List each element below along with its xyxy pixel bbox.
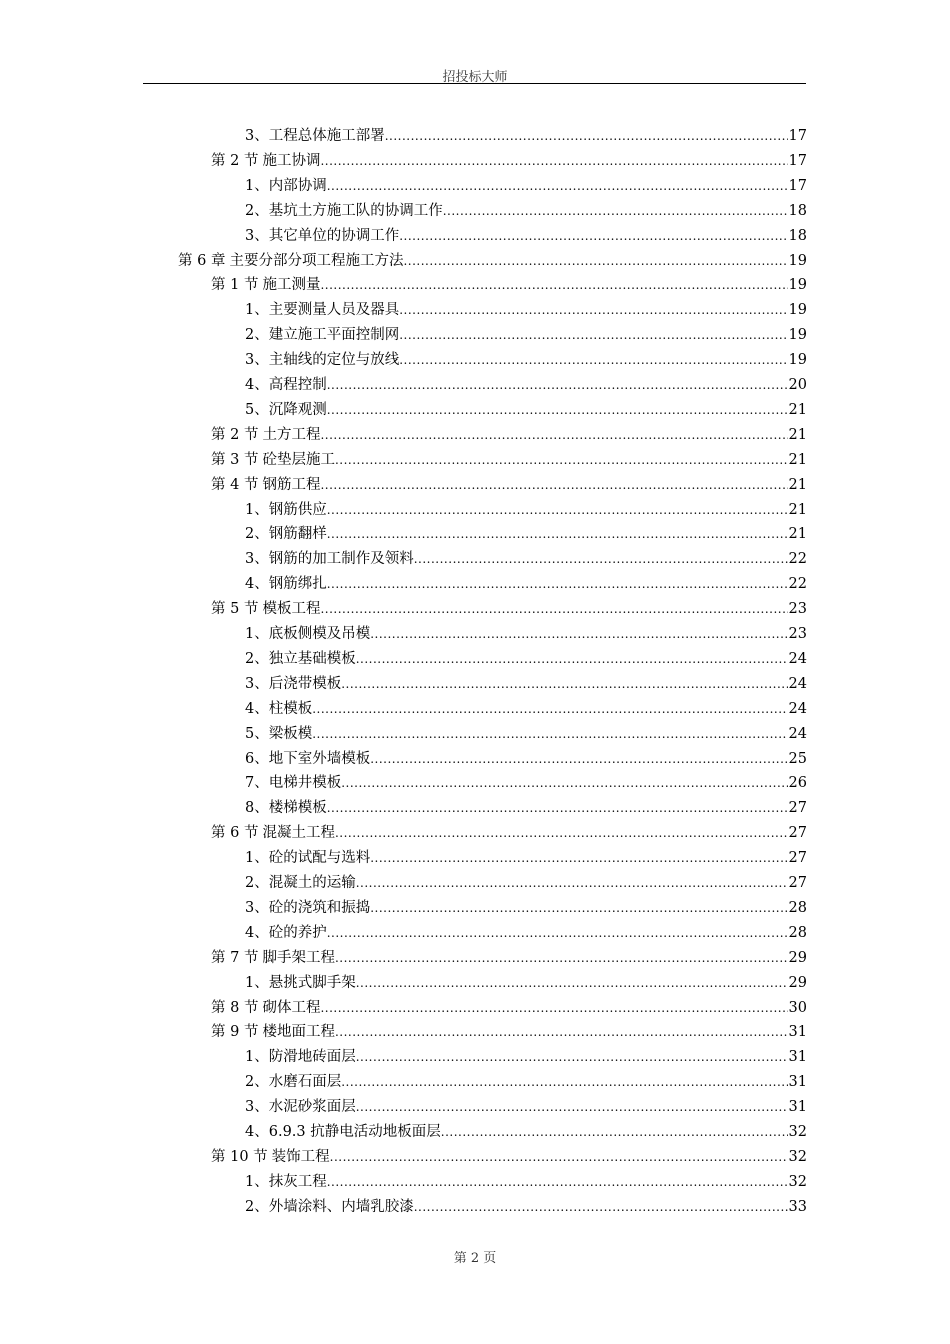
toc-dot-leader [414, 1195, 788, 1219]
toc-entry-page: 31 [788, 1024, 807, 1041]
toc-entry-number: 第 6 章 [178, 252, 226, 269]
toc-dot-leader [356, 647, 788, 671]
toc-entry-page: 22 [788, 551, 807, 568]
toc-entry-number: 5、 [245, 401, 269, 418]
toc-entry-page: 19 [788, 327, 807, 344]
toc-dot-leader [312, 722, 787, 746]
toc-dot-leader [335, 821, 788, 845]
toc-entry-title: 梁板模 [268, 725, 313, 742]
toc-entry-page: 19 [788, 277, 807, 294]
toc-entry-title: 钢筋供应 [268, 501, 327, 518]
toc-entry-number: 6、 [245, 750, 269, 767]
toc-dot-leader [370, 747, 787, 771]
toc-entry-number: 2、 [245, 1074, 269, 1091]
toc-dot-leader [327, 522, 788, 546]
toc-entry-title: 悬挑式脚手架 [268, 974, 356, 991]
page-footer-number: 第 2 页 [453, 1251, 497, 1266]
toc-entry-number: 2、 [245, 1198, 269, 1215]
toc-entry-title: 楼梯模板 [268, 800, 327, 817]
toc-entry[interactable] [245, 298, 807, 322]
toc-entry-page: 21 [788, 526, 807, 543]
toc-dot-leader [414, 547, 788, 571]
toc-entry-number: 第 4 节 [211, 476, 259, 493]
toc-entry-title: 防滑地砖面层 [268, 1049, 356, 1066]
toc-entry-title: 柱模板 [268, 700, 313, 717]
toc-entry-title: 主要测量人员及器具 [268, 302, 400, 319]
toc-entry-page: 32 [788, 1148, 807, 1165]
toc-entry-title: 电梯井模板 [268, 775, 342, 792]
toc-entry[interactable] [245, 1195, 807, 1219]
toc-entry[interactable] [245, 547, 807, 571]
toc-dot-leader [356, 971, 788, 995]
toc-entry-page: 20 [788, 377, 807, 393]
toc-dot-leader [370, 846, 787, 870]
toc-entry-number: 3、 [245, 352, 269, 369]
toc-entry-number: 3、 [245, 227, 269, 244]
toc-entry[interactable] [245, 398, 807, 422]
toc-entry[interactable] [245, 124, 807, 148]
toc-entry-page: 22 [788, 576, 807, 593]
toc-dot-leader [443, 199, 788, 223]
toc-entry[interactable] [211, 946, 807, 970]
toc-entry-title: 钢筋绑扎 [268, 576, 327, 593]
toc-entry-page: 31 [788, 1074, 807, 1091]
toc-entry-page: 32 [788, 1173, 807, 1190]
toc-entry-title: 脚手架工程 [262, 949, 335, 966]
toc-entry[interactable] [245, 672, 807, 696]
toc-dot-leader [320, 473, 787, 497]
toc-dot-leader [320, 423, 787, 447]
toc-entry-page: 27 [788, 825, 807, 842]
toc-entry-title: 其它单位的协调工作 [268, 227, 400, 244]
toc-entry-title: 模板工程 [262, 601, 321, 618]
toc-dot-leader [399, 323, 787, 347]
toc-entry-number: 第 2 节 [211, 426, 259, 443]
toc-entry[interactable] [245, 1045, 807, 1069]
toc-entry-title: 楼地面工程 [262, 1024, 335, 1041]
toc-entry-page: 17 [788, 152, 807, 169]
toc-entry-title: 混凝土的运输 [268, 875, 356, 891]
toc-dot-leader [320, 149, 787, 173]
toc-entry-page: 33 [788, 1198, 807, 1215]
toc-entry[interactable] [245, 348, 807, 372]
toc-entry-number: 第 6 节 [211, 825, 259, 842]
toc-entry-number: 1、 [245, 974, 269, 991]
toc-entry[interactable] [245, 373, 807, 397]
toc-entry[interactable] [245, 498, 807, 522]
toc-dot-leader [399, 298, 787, 322]
toc-entry-page: 31 [788, 1099, 807, 1116]
toc-dot-leader [341, 771, 787, 795]
toc-dot-leader [327, 398, 788, 422]
toc-entry-page: 29 [788, 974, 807, 991]
toc-entry-page: 21 [788, 451, 807, 468]
toc-entry-title: 砼的浇筑和振捣 [268, 899, 371, 916]
toc-entry[interactable] [211, 273, 807, 297]
toc-entry-page: 32 [788, 1124, 807, 1140]
toc-entry-page: 24 [788, 725, 807, 742]
toc-entry[interactable] [211, 597, 807, 621]
toc-entry-page: 17 [788, 177, 807, 194]
toc-entry-title: 独立基础模板 [268, 650, 356, 667]
toc-entry-title: 沉降观测 [268, 401, 327, 418]
toc-entry-number: 第 1 节 [211, 277, 259, 294]
toc-entry-number: 2、 [245, 526, 269, 543]
toc-entry-number: 3、 [245, 128, 269, 144]
toc-entry-title: 6.9.3 抗静电活动地板面层 [268, 1124, 441, 1140]
toc-entry-title: 土方工程 [262, 426, 321, 443]
toc-dot-leader [327, 498, 788, 522]
toc-entry[interactable] [245, 846, 807, 870]
toc-entry-page: 21 [788, 476, 807, 493]
toc-entry-number: 2、 [245, 875, 269, 891]
toc-entry[interactable] [245, 871, 807, 895]
toc-dot-leader [335, 448, 788, 472]
toc-entry-number: 4、 [245, 1124, 269, 1140]
toc-entry-title: 水泥砂浆面层 [268, 1099, 356, 1116]
toc-entry[interactable] [245, 697, 807, 721]
toc-entry[interactable] [211, 996, 807, 1020]
toc-entry[interactable] [245, 722, 807, 746]
toc-dot-leader [403, 249, 787, 273]
toc-dot-leader [312, 697, 787, 721]
toc-entry-number: 4、 [245, 924, 269, 941]
toc-dot-leader [385, 124, 788, 148]
toc-entry[interactable] [245, 1070, 807, 1094]
toc-dot-leader [399, 224, 787, 248]
toc-entry-title: 钢筋翻样 [268, 526, 327, 543]
toc-entry-title: 钢筋工程 [262, 476, 321, 493]
toc-dot-leader [370, 622, 787, 646]
toc-entry-title: 装饰工程 [271, 1148, 330, 1165]
toc-entry[interactable] [245, 1120, 807, 1144]
toc-entry-title: 施工协调 [262, 152, 321, 169]
toc-entry-page: 31 [788, 1049, 807, 1066]
toc-entry-page: 18 [788, 227, 807, 244]
toc-entry-number: 8、 [245, 800, 269, 817]
toc-entry[interactable] [245, 1095, 807, 1119]
toc-entry-number: 3、 [245, 1099, 269, 1116]
toc-entry[interactable] [245, 971, 807, 995]
toc-entry-number: 2、 [245, 327, 269, 344]
toc-entry-number: 1、 [245, 1173, 269, 1190]
toc-dot-leader [370, 896, 787, 920]
toc-entry-page: 24 [788, 700, 807, 717]
toc-dot-leader [327, 921, 788, 945]
toc-entry-title: 建立施工平面控制网 [268, 327, 400, 344]
toc-entry-title: 施工测量 [262, 277, 321, 294]
toc-entry-number: 3、 [245, 675, 269, 692]
toc-entry-page: 28 [788, 899, 807, 916]
toc-dot-leader [341, 672, 787, 696]
toc-entry-number: 3、 [245, 551, 269, 568]
toc-entry-title: 基坑土方施工队的协调工作 [268, 202, 443, 219]
toc-dot-leader [327, 373, 788, 397]
toc-entry-page: 27 [788, 875, 807, 891]
toc-entry[interactable] [211, 448, 807, 472]
header-divider [143, 83, 806, 84]
toc-entry[interactable] [178, 249, 807, 273]
toc-entry-number: 1、 [245, 626, 269, 642]
toc-entry-number: 4、 [245, 377, 269, 393]
toc-entry-page: 29 [788, 949, 807, 966]
toc-dot-leader [320, 996, 787, 1020]
toc-dot-leader [327, 1170, 788, 1194]
toc-entry[interactable] [245, 572, 807, 596]
toc-entry[interactable] [211, 149, 807, 173]
toc-entry-title: 砼垫层施工 [262, 451, 335, 468]
toc-entry[interactable] [245, 771, 807, 795]
toc-entry-title: 地下室外墙模板 [268, 750, 371, 767]
toc-entry-title: 内部协调 [268, 177, 327, 194]
toc-entry-title: 混凝土工程 [262, 825, 335, 842]
toc-entry-title: 砼的试配与选料 [268, 850, 371, 867]
toc-entry-number: 1、 [245, 177, 269, 194]
toc-dot-leader [399, 348, 787, 372]
toc-entry-number: 2、 [245, 202, 269, 219]
toc-entry-number: 第 10 节 [211, 1148, 268, 1165]
toc-dot-leader [356, 1095, 788, 1119]
toc-entry[interactable] [245, 224, 807, 248]
toc-entry[interactable] [245, 796, 807, 820]
toc-entry-number: 1、 [245, 302, 269, 319]
toc-entry[interactable] [245, 1170, 807, 1194]
toc-entry-title: 主要分部分项工程施工方法 [229, 252, 404, 269]
toc-entry-title: 工程总体施工部署 [268, 128, 385, 144]
toc-entry[interactable] [211, 423, 807, 447]
toc-dot-leader [330, 1145, 788, 1169]
toc-entry[interactable] [211, 473, 807, 497]
toc-entry-number: 第 7 节 [211, 949, 259, 966]
toc-dot-leader [441, 1120, 788, 1144]
toc-entry-page: 27 [788, 800, 807, 817]
toc-entry-title: 抹灰工程 [268, 1173, 327, 1190]
toc-entry[interactable] [245, 747, 807, 771]
toc-entry-number: 第 2 节 [211, 152, 259, 169]
toc-entry[interactable] [211, 1145, 807, 1169]
toc-entry-number: 2、 [245, 650, 269, 667]
toc-dot-leader [341, 1070, 787, 1094]
toc-dot-leader [335, 946, 788, 970]
toc-entry-page: 23 [788, 626, 807, 642]
toc-entry[interactable] [245, 647, 807, 671]
toc-dot-leader [356, 1045, 788, 1069]
toc-entry-page: 19 [788, 302, 807, 319]
toc-entry-number: 1、 [245, 1049, 269, 1066]
page-header-title: 招投标大师 [442, 70, 508, 85]
toc-entry-number: 1、 [245, 501, 269, 518]
toc-entry-number: 7、 [245, 775, 269, 792]
toc-dot-leader [327, 174, 788, 198]
toc-entry-page: 17 [788, 128, 807, 144]
toc-dot-leader [335, 1020, 788, 1044]
toc-entry-title: 主轴线的定位与放线 [268, 352, 400, 369]
toc-entry-page: 19 [788, 352, 807, 369]
toc-entry-page: 19 [788, 252, 807, 269]
toc-dot-leader [356, 871, 788, 895]
toc-entry-number: 3、 [245, 899, 269, 916]
toc-entry-title: 外墙涂料、内墙乳胶漆 [268, 1198, 414, 1215]
toc-entry-page: 28 [788, 924, 807, 941]
toc-entry-number: 第 5 节 [211, 601, 259, 618]
toc-dot-leader [320, 273, 787, 297]
toc-entry-page: 23 [788, 601, 807, 618]
toc-entry-number: 4、 [245, 576, 269, 593]
toc-entry-page: 25 [788, 750, 807, 767]
toc-entry-number: 第 9 节 [211, 1024, 259, 1041]
toc-entry-title: 钢筋的加工制作及领料 [268, 551, 414, 568]
toc-dot-leader [327, 796, 788, 820]
toc-entry-page: 18 [788, 202, 807, 219]
toc-entry[interactable] [211, 821, 807, 845]
toc-entry[interactable] [245, 921, 807, 945]
toc-entry[interactable] [245, 174, 807, 198]
toc-entry[interactable] [245, 323, 807, 347]
toc-entry[interactable] [245, 622, 807, 646]
toc-entry[interactable] [245, 522, 807, 546]
toc-entry-page: 24 [788, 675, 807, 692]
toc-entry-page: 21 [788, 501, 807, 518]
toc-dot-leader [327, 572, 788, 596]
toc-entry-title: 砼的养护 [268, 924, 327, 941]
toc-entry-page: 26 [788, 775, 807, 792]
toc-entry-page: 21 [788, 426, 807, 443]
toc-entry-number: 第 3 节 [211, 451, 259, 468]
toc-entry-number: 第 8 节 [211, 999, 259, 1016]
toc-entry-title: 砌体工程 [262, 999, 321, 1016]
toc-entry-number: 1、 [245, 850, 269, 867]
toc-entry[interactable] [211, 1020, 807, 1044]
toc-entry-page: 21 [788, 401, 807, 418]
toc-entry-page: 24 [788, 650, 807, 667]
toc-entry-page: 27 [788, 850, 807, 867]
toc-entry-number: 4、 [245, 700, 269, 717]
toc-entry-page: 30 [788, 999, 807, 1016]
toc-entry-title: 水磨石面层 [268, 1074, 342, 1091]
toc-entry-title: 底板侧模及吊模 [268, 626, 371, 642]
toc-entry-title: 后浇带模板 [268, 675, 342, 692]
toc-entry[interactable] [245, 199, 807, 223]
toc-entry-number: 5、 [245, 725, 269, 742]
toc-entry[interactable] [245, 896, 807, 920]
toc-entry-title: 高程控制 [268, 377, 327, 393]
toc-dot-leader [320, 597, 787, 621]
